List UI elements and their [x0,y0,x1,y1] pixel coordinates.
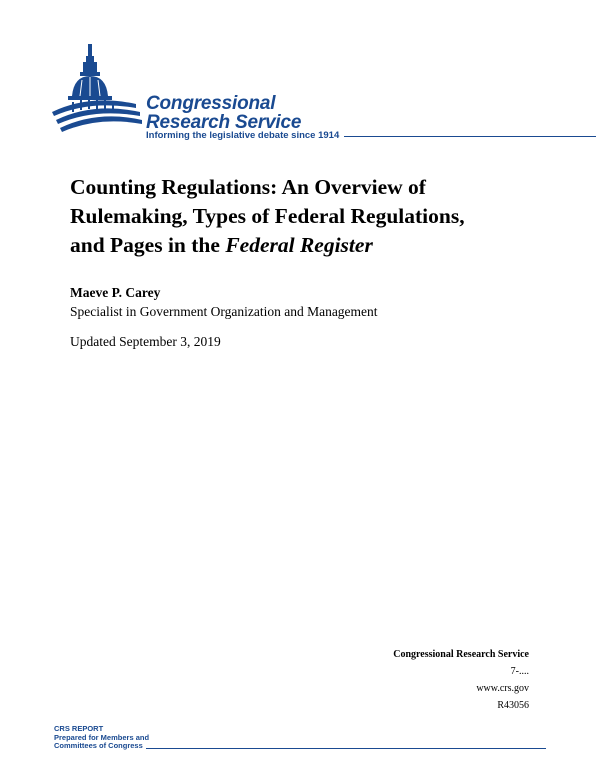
logo-tagline: Informing the legislative debate since 1914 [146,130,340,141]
info-report-number: R43056 [497,700,529,711]
title-line-1: Counting Regulations: An Overview of [70,175,426,199]
capitol-dome-icon [50,40,150,150]
author-role: Specialist in Government Organization and Management [70,304,378,319]
footer-line3: Committees of Congress [54,741,143,750]
title-line-2: Rulemaking, Types of Federal Regulations, [70,204,465,228]
logo-wordmark [146,94,301,132]
info-website: www.crs.gov [476,683,529,694]
title-line-3 [70,231,550,260]
title-line-3-prefix: and Pages in the [70,233,226,257]
footer-divider [146,748,546,749]
updated-date: Updated September 3, 2019 [70,334,221,349]
crs-logo [50,40,560,150]
footer-line2: Prepared for Members and [54,732,150,742]
footer-line1: CRS REPORT [54,724,104,733]
logo-divider [344,136,596,137]
crs-report-footer [54,725,149,751]
logo-name-line2: Research Service [146,112,302,133]
title-line-3-italic: Federal Register [225,233,373,257]
logo-name-line1: Congressional [146,93,276,114]
author-name: Maeve P. Carey [70,285,161,300]
info-code: 7-.... [510,666,529,677]
report-title [70,173,550,260]
info-organization: Congressional Research Service [393,649,529,660]
report-info [393,646,529,714]
